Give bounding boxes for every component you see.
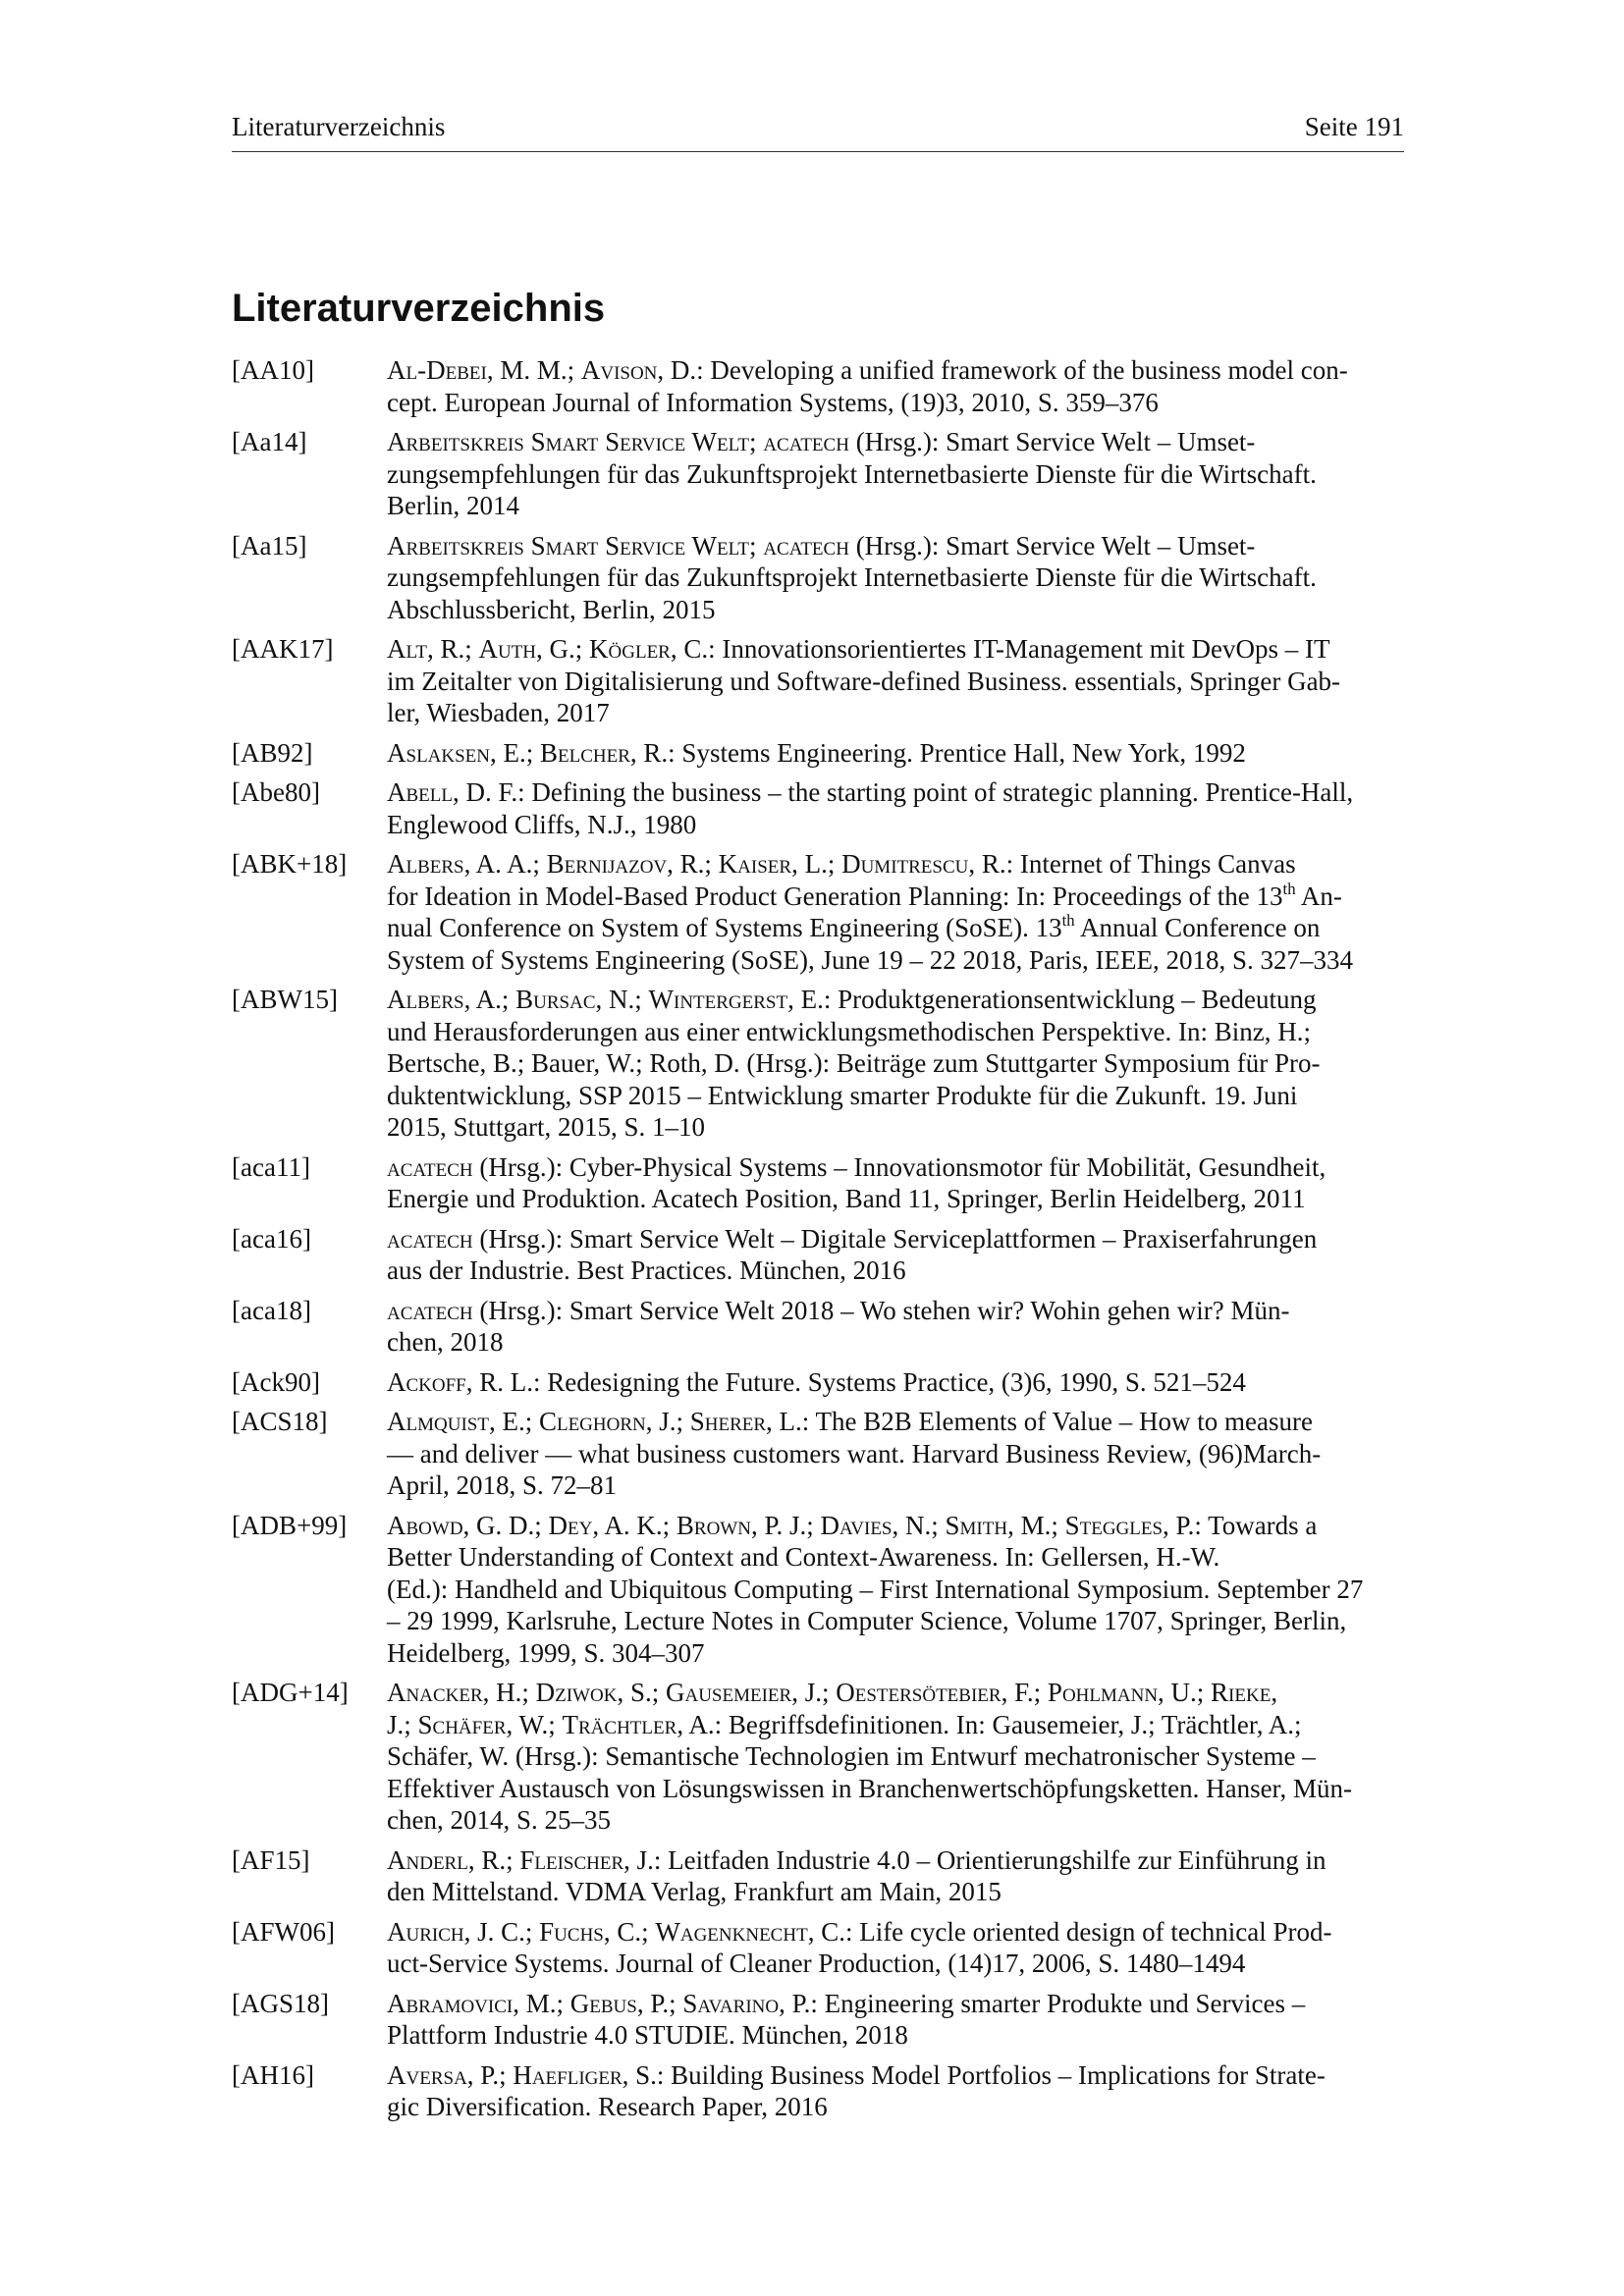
reference-text-segment: , E.;: [490, 737, 541, 768]
author-name: Abramovici: [387, 1988, 514, 2018]
reference-text: [387, 1510, 1404, 1670]
reference-list: [232, 354, 1404, 2131]
reference-text-segment: (Hrsg.): Smart Service Welt – Umset- zungsempfehlungen für das Zukunftsprojekt Internetbasierte Dienste für die Wirtschaft. Berlin, 2014: [387, 427, 1317, 520]
reference-text-segment: , W.;: [506, 1709, 563, 1739]
author-name: Abowd: [387, 1510, 463, 1540]
reference-text: [387, 848, 1404, 976]
author-name: Gausemeier: [665, 1678, 792, 1707]
running-title: Literaturverzeichnis: [232, 112, 446, 141]
reference-text-segment: , R.;: [426, 634, 479, 664]
author-name: Steggles: [1064, 1510, 1164, 1540]
author-name: Savarino: [682, 1988, 780, 2018]
reference-key: [ADB+99]: [232, 1510, 348, 1540]
superscript: th: [1061, 911, 1075, 931]
section-title: Literaturverzeichnis: [232, 287, 606, 330]
author-name: Almquist: [387, 1407, 489, 1436]
reference-text-segment: , R.: Internet of Things Canvas for Ideation in Model-Based Product Generation Planning: In: Proceedings of the 13: [387, 849, 1296, 911]
author-name: Dey: [548, 1510, 593, 1540]
reference-text-segment: , R.;: [667, 849, 719, 879]
reference-key: [Aa14]: [232, 427, 307, 456]
reference-text: [387, 1223, 1404, 1287]
reference-text: [387, 1916, 1404, 1980]
author-name: Dziwok: [535, 1678, 618, 1707]
author-name: Ackoff: [387, 1366, 466, 1397]
reference-entry: [232, 1151, 1404, 1215]
reference-text: [387, 426, 1404, 522]
reference-text: [387, 354, 1404, 418]
reference-text-segment: , M.;: [1007, 1510, 1065, 1540]
reference-text-segment: , E.: Produktgenerationsentwicklung – Bedeutung und Herausforderungen aus einer entwicklungsmethodischen Perspektive. In: Binz, H.; Bertsche, B.; Bauer, W.; Roth, D. (Hrsg.): Beiträge zum Stuttgarter Symposium für Pro- duktentwicklung, SSP 2015 – Entwicklung smarter Produkte für die Zukunft. 19. Juni 2015, Stuttgart, 2015, S. 1–10: [387, 985, 1321, 1142]
reference-key: [ACS18]: [232, 1407, 328, 1436]
author-name: Gebus: [569, 1988, 637, 2018]
reference-entry: [232, 633, 1404, 729]
author-name: Kögler: [589, 634, 671, 664]
reference-entry: [232, 530, 1404, 626]
author-name: Auth: [478, 634, 537, 664]
reference-text-segment: , S.;: [617, 1678, 666, 1707]
page-header: [232, 108, 1404, 152]
author-name: Alt: [387, 634, 427, 664]
reference-text-segment: , R. L.: Redesigning the Future. Systems Practice, (3)6, 1990, S. 521–524: [465, 1366, 1246, 1397]
reference-text-segment: , G. D.;: [462, 1510, 549, 1540]
reference-text: [387, 530, 1404, 626]
reference-entry: [232, 354, 1404, 418]
reference-text-segment: , D. F.: Defining the business – the starting point of strategic planning. Prentice-Hall, Englewood Cliffs, N.J., 1980: [387, 777, 1354, 839]
author-name: Haefliger: [513, 2059, 623, 2090]
reference-key: [AAK17]: [232, 634, 334, 664]
reference-text-segment: , R.;: [467, 1844, 520, 1875]
reference-text: [387, 633, 1404, 729]
reference-text-segment: , C.: Innovationsorientiertes IT-Management mit DevOps – IT im Zeitalter von Digitalisierung und Software-defined Business. essentials, Springer Gab- ler, Wiesbaden, 2017: [387, 634, 1341, 727]
author-name: Oestersötebier: [836, 1678, 1001, 1707]
author-name: Aurich: [387, 1916, 464, 1947]
author-name: Fleischer: [519, 1844, 624, 1875]
author-name: Brown: [676, 1510, 751, 1540]
reference-text-segment: , J.;: [645, 1407, 690, 1436]
reference-text-segment: An- nual Conference on System of Systems Engineering (SoSE). 13: [387, 881, 1342, 942]
reference-text: [387, 776, 1404, 840]
author-name: Bernijazov: [546, 849, 668, 879]
author-name: acatech: [387, 1223, 473, 1254]
reference-key: [Aa15]: [232, 530, 307, 561]
reference-text-segment: , U.;: [1158, 1678, 1212, 1707]
reference-entry: [232, 1510, 1404, 1670]
reference-key: [ADG+14]: [232, 1678, 349, 1707]
superscript: th: [1282, 879, 1296, 898]
reference-text-segment: , D.: Developing a unified framework of the business model con- cept. European Journal of Information Systems, (19)3, 2010, S. 359–376: [387, 355, 1348, 417]
reference-key: [ABK+18]: [232, 849, 348, 879]
author-name: Wintergerst: [648, 985, 788, 1014]
reference-entry: [232, 1988, 1404, 2052]
reference-entry: [232, 1223, 1404, 1287]
reference-key: [AF15]: [232, 1844, 310, 1875]
reference-key: [ABW15]: [232, 985, 338, 1014]
reference-key: [AFW06]: [232, 1916, 335, 1947]
author-name: Kaiser: [718, 849, 792, 879]
author-name: Rieke: [1211, 1678, 1272, 1707]
reference-text: [387, 2059, 1404, 2123]
reference-key: [aca16]: [232, 1223, 311, 1254]
reference-text-segment: ;: [749, 427, 764, 456]
reference-text-segment: , P.: Engineering smarter Produkte und Services – Plattform Industrie 4.0 STUDIE. München, 2018: [387, 1988, 1306, 2050]
author-name: Bursac: [515, 985, 596, 1014]
author-name: Anacker: [387, 1678, 483, 1707]
reference-entry: [232, 1366, 1404, 1399]
page-number: Seite 191: [1304, 112, 1404, 141]
reference-text-segment: , A. K.;: [592, 1510, 677, 1540]
reference-entry: [232, 426, 1404, 522]
author-name: Arbeitskreis Smart Service Welt: [387, 530, 750, 561]
reference-text-segment: , L.: The B2B Elements of Value – How to measure — and deliver — what business customers want. Harvard Business Review, (96)March- April, 2018, S. 72–81: [387, 1407, 1322, 1500]
reference-text: [387, 1366, 1404, 1399]
author-name: Arbeitskreis Smart Service Welt: [387, 427, 750, 456]
reference-text-segment: , P. J.;: [750, 1510, 821, 1540]
author-name: Abell: [387, 777, 453, 807]
reference-text-segment: , P.;: [466, 2059, 514, 2090]
author-name: acatech: [763, 427, 849, 456]
reference-text-segment: , S.: Building Business Model Portfolios – Implications for Strate- gic Diversification. Research Paper, 2016: [387, 2059, 1326, 2121]
author-name: Aversa: [387, 2059, 467, 2090]
reference-text-segment: , A.: Begriffsdefinitionen. In: Gausemeier, J.; Trächtler, A.; Schäfer, W. (Hrsg.): Semantische Technologien im Entwurf mechatronischer Systeme – Effektiver Austausch von Lösungswissen in Branchenwertschöpfungsketten. Hanser, Mün- chen, 2014, S. 25–35: [387, 1709, 1352, 1835]
reference-text: [387, 1844, 1404, 1908]
reference-text-segment: Annual Conference on System of Systems Engineering (SoSE), June 19 – 22 2018, Paris, IEEE, 2018, S. 327–334: [387, 913, 1353, 975]
reference-text: [387, 737, 1404, 770]
reference-text: [387, 984, 1404, 1144]
reference-entry: [232, 1406, 1404, 1502]
reference-entry: [232, 1295, 1404, 1359]
reference-entry: [232, 776, 1404, 840]
reference-entry: [232, 2059, 1404, 2123]
author-name: Aslaksen: [387, 737, 491, 768]
author-name: Belcher: [540, 737, 630, 768]
author-name: Dumitrescu: [841, 849, 969, 879]
author-name: Smith: [945, 1510, 1008, 1540]
reference-text: [387, 1151, 1404, 1215]
reference-entry: [232, 737, 1404, 770]
author-name: Anderl: [387, 1844, 468, 1875]
reference-text-segment: , A. A.;: [463, 849, 547, 879]
reference-text-segment: , J. C.;: [463, 1916, 540, 1947]
reference-text-segment: , F.;: [1001, 1678, 1048, 1707]
author-name: Sherer: [689, 1407, 767, 1436]
reference-text-segment: (Hrsg.): Smart Service Welt 2018 – Wo stehen wir? Wohin gehen wir? Mün- chen, 2018: [387, 1295, 1290, 1357]
author-name: Albers: [387, 985, 464, 1014]
author-name: Trächtler: [562, 1709, 677, 1739]
reference-text-segment: (Hrsg.): Smart Service Welt – Digitale Serviceplattformen – Praxiserfahrungen aus der Industrie. Best Practices. München, 2016: [387, 1223, 1318, 1285]
author-name: Fuchs: [539, 1916, 604, 1947]
reference-text-segment: , E.;: [488, 1407, 539, 1436]
reference-text-segment: , M.;: [513, 1988, 570, 2018]
reference-text-segment: , N.;: [595, 985, 649, 1014]
author-name: acatech: [387, 1151, 473, 1182]
reference-key: [Abe80]: [232, 777, 320, 807]
reference-text-segment: , L.;: [791, 849, 842, 879]
reference-entry: [232, 1677, 1404, 1837]
author-name: Albers: [387, 849, 464, 879]
reference-text-segment: , P.;: [636, 1988, 683, 2018]
reference-text-segment: ;: [749, 530, 764, 561]
author-name: acatech: [763, 530, 849, 561]
reference-key: [Ack90]: [232, 1366, 320, 1397]
reference-text-segment: , N.;: [892, 1510, 946, 1540]
reference-text: [387, 1988, 1404, 2052]
reference-text: [387, 1677, 1404, 1837]
author-name: Schäfer: [417, 1709, 507, 1739]
reference-key: [aca11]: [232, 1151, 310, 1182]
author-name: Wagenknecht: [655, 1916, 808, 1947]
author-name: acatech: [387, 1295, 473, 1325]
reference-entry: [232, 1844, 1404, 1908]
reference-text-segment: , C.: Life cycle oriented design of technical Prod- uct-Service Systems. Journal of Cleaner Production, (14)17, 2006, S. 1480–1494: [387, 1916, 1332, 1978]
author-name: Al-Debei: [387, 355, 487, 385]
reference-text-segment: , J.;: [791, 1678, 837, 1707]
reference-text-segment: , J.;: [387, 1678, 1278, 1739]
reference-text: [387, 1406, 1404, 1502]
reference-text-segment: , G.;: [536, 634, 590, 664]
reference-text-segment: , P.: Towards a Better Understanding of Context and Context-Awareness. In: Gellersen, H.-W. (Ed.): Handheld and Ubiquitous Computing – First International Symposium. September 27 – 29 1999, Karlsruhe, Lecture Notes in Computer Science, Volume 1707, Springer, Berlin, Heidelberg, 1999, S. 304–307: [387, 1510, 1364, 1668]
reference-key: [AB92]: [232, 737, 313, 768]
author-name: Davies: [820, 1510, 893, 1540]
reference-text-segment: , J.: Leitfaden Industrie 4.0 – Orientierungshilfe zur Einführung in den Mittelstand. VDMA Verlag, Frankfurt am Main, 2015: [387, 1844, 1326, 1906]
reference-key: [AH16]: [232, 2059, 314, 2090]
reference-text-segment: , C.;: [603, 1916, 656, 1947]
reference-key: [AA10]: [232, 355, 314, 385]
reference-key: [aca18]: [232, 1295, 311, 1325]
reference-entry: [232, 848, 1404, 976]
reference-text-segment: , A.;: [463, 985, 516, 1014]
reference-text-segment: , H.;: [482, 1678, 536, 1707]
reference-entry: [232, 984, 1404, 1144]
reference-text-segment: , R.: Systems Engineering. Prentice Hall, New York, 1992: [629, 737, 1246, 768]
author-name: Avison: [580, 355, 658, 385]
reference-text: [387, 1295, 1404, 1359]
reference-text-segment: (Hrsg.): Cyber-Physical Systems – Innovationsmotor für Mobilität, Gesundheit, Energie und Produktion. Acatech Position, Band 11, Springer, Berlin Heidelberg, 2011: [387, 1151, 1326, 1213]
reference-text-segment: , M. M.;: [486, 355, 581, 385]
author-name: Pohlmann: [1047, 1678, 1159, 1707]
author-name: Cleghorn: [538, 1407, 646, 1436]
reference-text-segment: (Hrsg.): Smart Service Welt – Umset- zungsempfehlungen für das Zukunftsprojekt Internetbasierte Dienste für die Wirtschaft. Abschlussbericht, Berlin, 2015: [387, 530, 1317, 624]
reference-key: [AGS18]: [232, 1988, 329, 2018]
reference-entry: [232, 1916, 1404, 1980]
